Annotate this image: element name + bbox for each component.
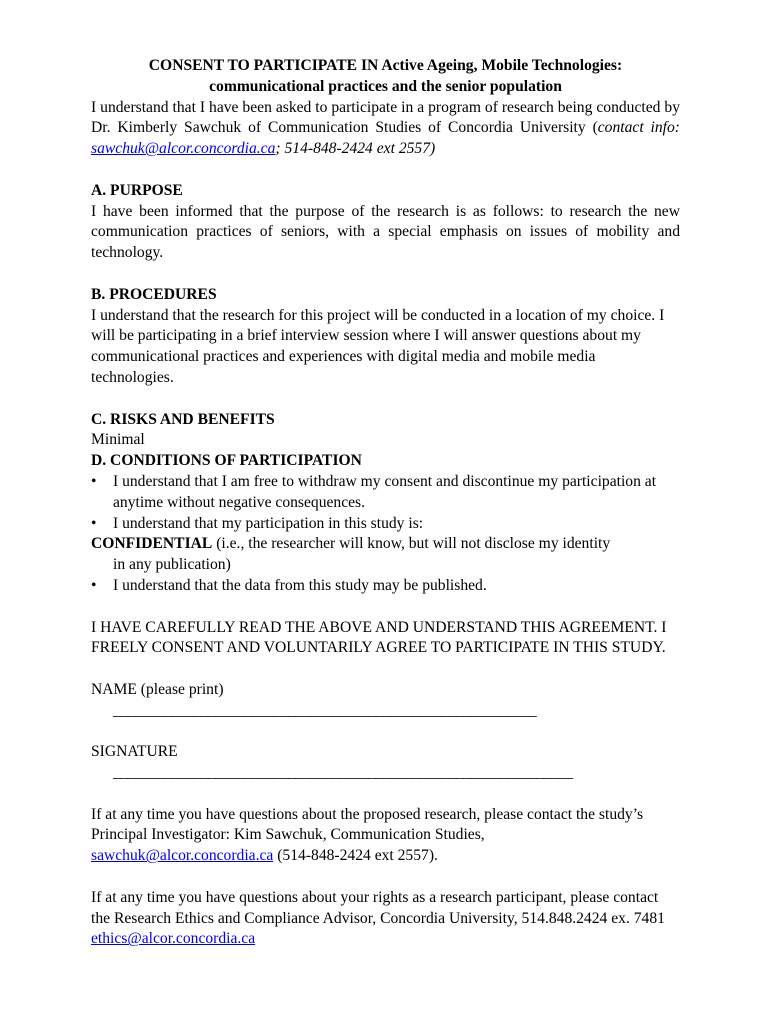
confidential-statement-cont: in any publication) bbox=[113, 556, 231, 574]
purpose-text: I have been informed that the purpose of the research is as follows: to research the new communication practices of seniors, with a special emphasis on issues of mobility and technology. bbox=[91, 202, 680, 262]
ethics-email-link[interactable]: ethics@alcor.concordia.ca bbox=[91, 930, 256, 948]
document-title bbox=[91, 56, 680, 98]
confidential-statement: CONFIDENTIAL (i.e., the researcher will know, but will not disclose my identity bbox=[91, 535, 611, 553]
name-label: NAME (please print) bbox=[91, 680, 224, 698]
condition-published: • I understand that the data from this study may be published. bbox=[91, 576, 680, 597]
conditions-heading: D. CONDITIONS OF PARTICIPATION bbox=[91, 452, 362, 470]
condition-participation: • I understand that my participation in this study is: bbox=[91, 514, 680, 535]
bullet-icon: • bbox=[91, 472, 97, 490]
pi-email-link[interactable]: sawchuk@alcor.concordia.ca bbox=[91, 847, 274, 865]
signature-label: SIGNATURE bbox=[91, 743, 178, 761]
risks-text: Minimal bbox=[91, 431, 145, 449]
bullet-icon: • bbox=[91, 514, 97, 532]
conditions-list bbox=[91, 472, 680, 534]
signature-input-line[interactable]: _______________________________________________________________ bbox=[113, 764, 573, 782]
confidential-label: CONFIDENTIAL bbox=[91, 535, 213, 553]
procedures-heading: B. PROCEDURES bbox=[91, 285, 217, 303]
purpose-heading: A. PURPOSE bbox=[91, 181, 183, 199]
name-input-line[interactable]: __________________________________________________________ bbox=[113, 701, 537, 719]
conditions-list-2 bbox=[91, 576, 680, 597]
contact-info-suffix: ; 514-848-2424 ext 2557) bbox=[275, 140, 436, 158]
pi-contact-paragraph: If at any time you have questions about the proposed research, please contact the study’s Principal Investigator: Kim Sawchuk, Communication Studies, sawchuk@alcor.concordia.ca (514-848-2424 ext 2557). bbox=[91, 805, 644, 865]
title-line-2: communicational practices and the senior population bbox=[209, 77, 562, 95]
condition-withdraw: • I understand that I am free to withdraw my consent and discontinue my participation at anytime without negative consequences. bbox=[91, 472, 657, 511]
procedures-text: I understand that the research for this project will be conducted in a location of my choice. I will be participating in a brief interview session where I will answer questions about my communicational practices and experiences with digital media and mobile media technologies. bbox=[91, 306, 665, 386]
contact-info-prefix: contact info: bbox=[597, 119, 681, 137]
risks-heading: C. RISKS AND BENEFITS bbox=[91, 410, 275, 428]
agreement-statement: I HAVE CAREFULLY READ THE ABOVE AND UNDERSTAND THIS AGREEMENT. I FREELY CONSENT AND VOLUNTARILY AGREE TO PARTICIPATE IN THIS STUDY. bbox=[91, 618, 667, 657]
intro-paragraph: I understand that I have been asked to participate in a program of research being conducted by Dr. Kimberly Sawchuk of Communication Studies of Concordia University (contact info: sawchuk@alcor.concordia.ca; 514-848-2424 ext 2557) bbox=[91, 98, 681, 158]
contact-email-link[interactable]: sawchuk@alcor.concordia.ca bbox=[91, 140, 276, 158]
ethics-contact-paragraph: If at any time you have questions about your rights as a research participant, please contact the Research Ethics and Compliance Advisor, Concordia University, 514.848.2424 ex. 7481 ethics@alcor.concordia.ca bbox=[91, 888, 665, 948]
bullet-icon: • bbox=[91, 576, 97, 594]
title-line-1: CONSENT TO PARTICIPATE IN Active Ageing, Mobile Technologies: bbox=[148, 57, 623, 74]
